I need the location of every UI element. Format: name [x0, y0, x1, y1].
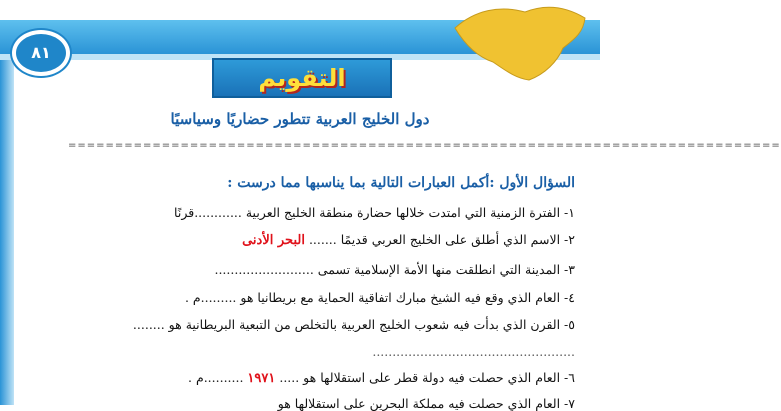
list-item: ٦- العام الذي حصلت فيه دولة قطر على استقلالها هو ..... ١٩٧١ ..........م . [188, 370, 575, 386]
question-text: :أكمل العبارات التالية بما يناسبها مما درست : [227, 175, 495, 191]
handwritten-answer: البحر الأدنى [242, 233, 305, 248]
list-item: ٥- القرن الذي بدأت فيه شعوب الخليج العربية بالتخلص من التبعية البريطانية هو ........ [132, 317, 575, 332]
page-number: ٨١ [12, 30, 70, 76]
gulf-map-icon [445, 0, 595, 85]
list-item: ٤- العام الذي وقع فيه الشيخ مبارك اتفاقية الحماية مع بريطانيا هو .........م . [184, 290, 575, 305]
handwritten-answer: ١٩٧١ [247, 371, 276, 386]
list-item: ٧- العام الذي حصلت فيه مملكة البحرين على استقلالها هو [277, 396, 575, 411]
question-label: السؤال الأول [499, 175, 575, 191]
list-item: ٢- الاسم الذي أطلق على الخليج العربي قديمًا ....... البحر الأدنى [242, 232, 575, 248]
separator-line: ============================================================================ [68, 140, 781, 151]
left-margin-shade [0, 60, 14, 405]
list-item: ٣- المدينة التي انطلقت منها الأمة الإسلامية تسمى ......................... [214, 262, 575, 277]
list-item: ١- الفترة الزمنية التي امتدت خلالها حضارة منطقة الخليج العربية ............قرنًا [174, 205, 575, 220]
list-item-continuation: ................................................... [372, 344, 575, 359]
lesson-subtitle: دول الخليج العربية تتطور حضاريًا وسياسيًا [170, 110, 430, 128]
question-heading [40, 175, 575, 191]
page-title: التقويم [212, 58, 392, 98]
